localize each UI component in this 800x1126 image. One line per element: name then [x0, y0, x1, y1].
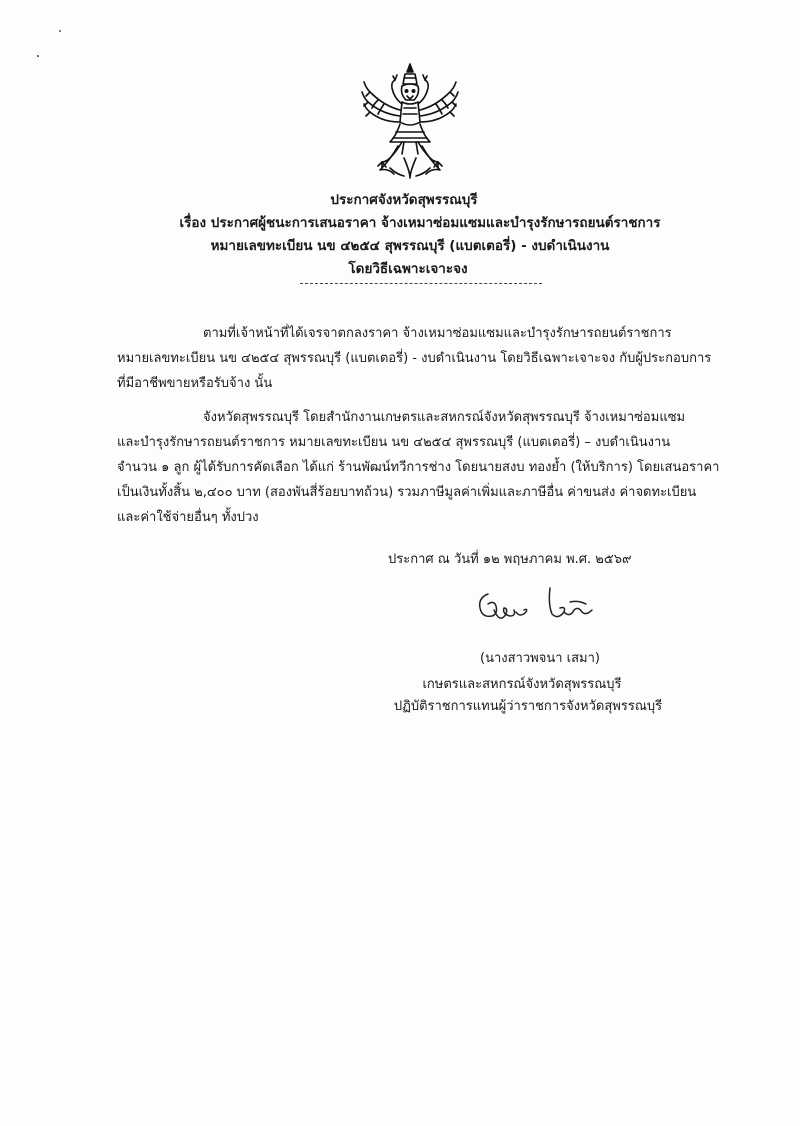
paragraph-background [117, 321, 723, 396]
paragraph-line: และค่าใช้จ่ายอื่นๆ ทั้งปวง [117, 510, 259, 525]
subject-line: เรื่อง ประกาศผู้ชนะการเสนอราคา จ้างเหมาซ่อมแซมและบำรุงรักษารถยนต์ราชการ [179, 215, 661, 231]
paragraph-line: หมายเลขทะเบียน นข ๔๒๕๔ สุพรรณบุรี (แบตเตอรี่) - งบดำเนินงาน โดยวิธีเฉพาะเจาะจง กับผู้ประกอบการ [117, 351, 712, 366]
paragraph-award [117, 405, 723, 530]
paragraph-line: และบำรุงรักษารถยนต์ราชการ หมายเลขทะเบียน นข ๔๒๕๔ สุพรรณบุรี (แบตเตอรี่) – งบดำเนินงาน [117, 435, 671, 450]
signatory-position: เกษตรและสหกรณ์จังหวัดสุพรรณบุรี [422, 677, 622, 692]
announcement-header: ประกาศจังหวัดสุพรรณบุรี [330, 192, 478, 208]
announcement-date: ประกาศ ณ วันที่ ๑๒ พฤษภาคม พ.ศ. ๒๕๖๙ [388, 552, 632, 567]
paragraph-line: เป็นเงินทั้งสิ้น ๒,๔๐๐ บาท (สองพันสี่ร้อยบาทถ้วน) รวมภาษีมูลค่าเพิ่มและภาษีอื่น ค่าขนส่ง ค่าจดทะเบียน [117, 485, 697, 500]
header-divider [300, 283, 542, 284]
subject-line-continued: หมายเลขทะเบียน นข ๔๒๕๔ สุพรรณบุรี (แบตเตอรี่) - งบดำเนินงาน [210, 238, 610, 254]
scan-speck [59, 30, 61, 32]
handwritten-signature [474, 584, 604, 632]
procurement-method: โดยวิธีเฉพาะเจาะจง [348, 261, 468, 277]
paragraph-line: จังหวัดสุพรรณบุรี โดยสำนักงานเกษตรและสหกรณ์จังหวัดสุพรรณบุรี จ้างเหมาซ่อมแซม [203, 410, 686, 425]
garuda-emblem [360, 62, 460, 180]
scan-speck [37, 55, 39, 57]
paragraph-line: จำนวน ๑ ลูก ผู้ได้รับการคัดเลือก ได้แก่ ร้านพัฒน์ทวีการช่าง โดยนายสงบ ทองย้ำ (ให้บริการ) โดยเสนอราคา [117, 460, 720, 475]
signatory-name: (นางสาวพจนา เสมา) [480, 651, 600, 666]
paragraph-line: ตามที่เจ้าหน้าที่ได้เจรจาตกลงราคา จ้างเหมาซ่อมแซมและบำรุงรักษารถยนต์ราชการ [203, 326, 672, 341]
paragraph-line: ที่มีอาชีพขายหรือรับจ้าง นั้น [117, 376, 273, 391]
signatory-acting-title: ปฏิบัติราชการแทนผู้ว่าราชการจังหวัดสุพรรณบุรี [393, 699, 663, 714]
